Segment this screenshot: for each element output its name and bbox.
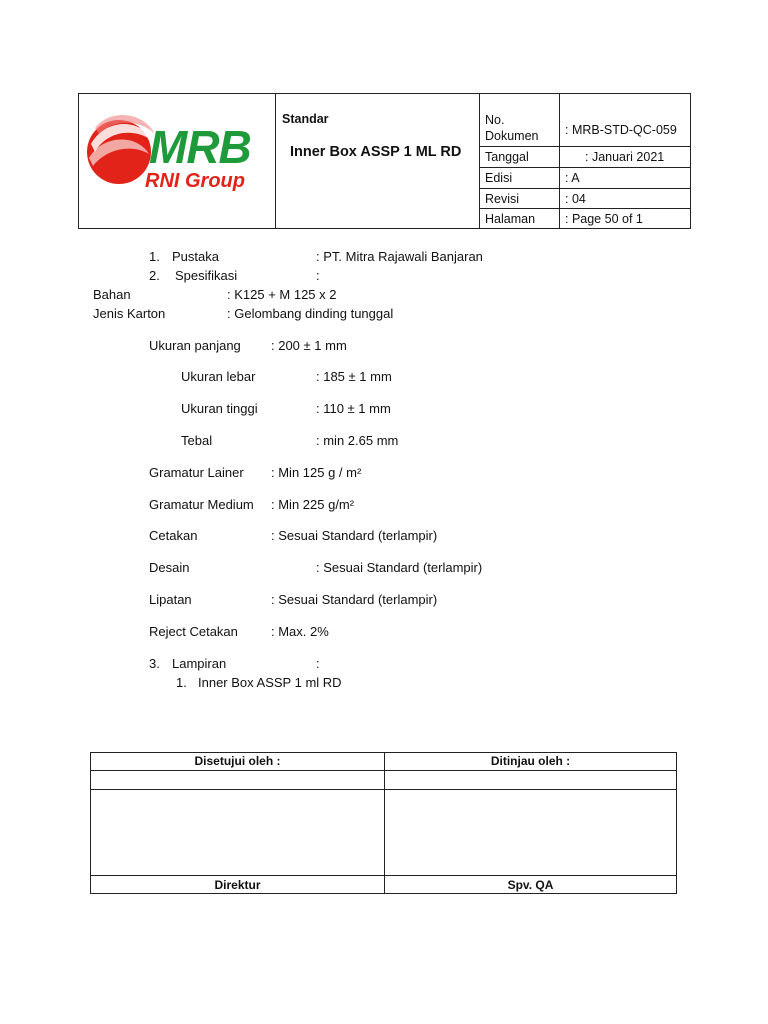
spec-value-tinggi: : 110 ± 1 mm [316, 401, 391, 416]
meta-label-date: Tanggal [485, 150, 529, 164]
spec-label-tinggi: Ukuran tinggi [181, 401, 258, 416]
sig-row-divider [91, 770, 676, 771]
meta-label-edition: Edisi [485, 171, 513, 185]
document-header [78, 93, 691, 229]
item-number: 3. [149, 656, 160, 671]
value-jenis-karton: : Gelombang dinding tunggal [227, 306, 394, 321]
approver-signature-area[interactable] [92, 790, 383, 874]
document-title: Inner Box ASSP 1 ML RD [290, 144, 462, 160]
logo-mark: MRB [149, 121, 251, 173]
reviewer-signature-area[interactable] [386, 790, 676, 874]
spec-label-cetakan: Cetakan [149, 528, 198, 543]
spec-label-gramatur-lainer: Gramatur Lainer [149, 465, 244, 480]
signature-table [90, 752, 677, 894]
spec-value-lebar: : 185 ± 1 mm [316, 369, 392, 384]
item-value-spesifikasi: : [316, 268, 320, 283]
label-bahan: Bahan [93, 287, 131, 302]
spec-label-reject-cetakan: Reject Cetakan [149, 624, 238, 639]
spec-value-gramatur-medium: : Min 225 g/m² [271, 497, 355, 512]
spec-label-tebal: Tebal [181, 433, 213, 448]
spec-value-gramatur-lainer: : Min 125 g / m² [271, 465, 362, 480]
meta-value-revision: : 04 [565, 192, 586, 206]
meta-value-edition: : A [565, 171, 580, 185]
value-bahan: : K125 + M 125 x 2 [227, 287, 337, 302]
reviewed-by-label: Ditinjau oleh : [490, 754, 571, 768]
meta-value-date: : Januari 2021 [585, 150, 665, 164]
spec-value-panjang: : 200 ± 1 mm [271, 338, 347, 353]
item-number: 2. [149, 268, 160, 283]
logo-sub: RNI Group [145, 170, 245, 192]
sig-row-divider [91, 875, 676, 876]
header-divider [275, 94, 276, 228]
item-value-pustaka: : PT. Mitra Rajawali Banjaran [316, 249, 483, 264]
item-label-spesifikasi: Spesifikasi [175, 268, 238, 283]
meta-label-page: Halaman [485, 212, 536, 226]
sig-column-divider [384, 753, 385, 893]
standard-label: Standar [282, 112, 329, 126]
meta-row-divider [479, 167, 690, 168]
attachment-label: Inner Box ASSP 1 ml RD [198, 675, 342, 690]
spec-value-desain: : Sesuai Standard (terlampir) [316, 560, 483, 575]
spec-value-tebal: : min 2.65 mm [316, 433, 399, 448]
item-number: 1. [149, 249, 160, 264]
spec-label-desain: Desain [149, 560, 190, 575]
item-value-lampiran: : [316, 656, 320, 671]
meta-value-page: : Page 50 of 1 [565, 212, 643, 226]
reviewer-title: Spv. QA [507, 878, 554, 892]
spec-value-lipatan: : Sesuai Standard (terlampir) [271, 592, 438, 607]
approver-title: Direktur [214, 878, 261, 892]
item-label-lampiran: Lampiran [172, 656, 227, 671]
spec-value-cetakan: : Sesuai Standard (terlampir) [271, 528, 438, 543]
spec-label-lebar: Ukuran lebar [181, 369, 256, 384]
item-label-pustaka: Pustaka [172, 249, 219, 264]
meta-row-divider [479, 208, 690, 209]
spec-value-reject-cetakan: : Max. 2% [271, 624, 329, 639]
approved-by-label: Disetujui oleh : [194, 754, 281, 768]
attachment-number: 1. [176, 675, 187, 690]
meta-label-revision: Revisi [485, 192, 520, 206]
meta-row-divider [479, 188, 690, 189]
spec-label-gramatur-medium: Gramatur Medium [149, 497, 254, 512]
meta-label-doc-number: No. Dokumen [485, 113, 539, 143]
meta-row-divider [479, 146, 690, 147]
spec-label-lipatan: Lipatan [149, 592, 192, 607]
label-jenis-karton: Jenis Karton [93, 306, 166, 321]
meta-value-doc-number: : MRB-STD-QC-059 [565, 123, 677, 137]
company-logo [85, 104, 271, 214]
spec-label-panjang: Ukuran panjang [149, 338, 241, 353]
